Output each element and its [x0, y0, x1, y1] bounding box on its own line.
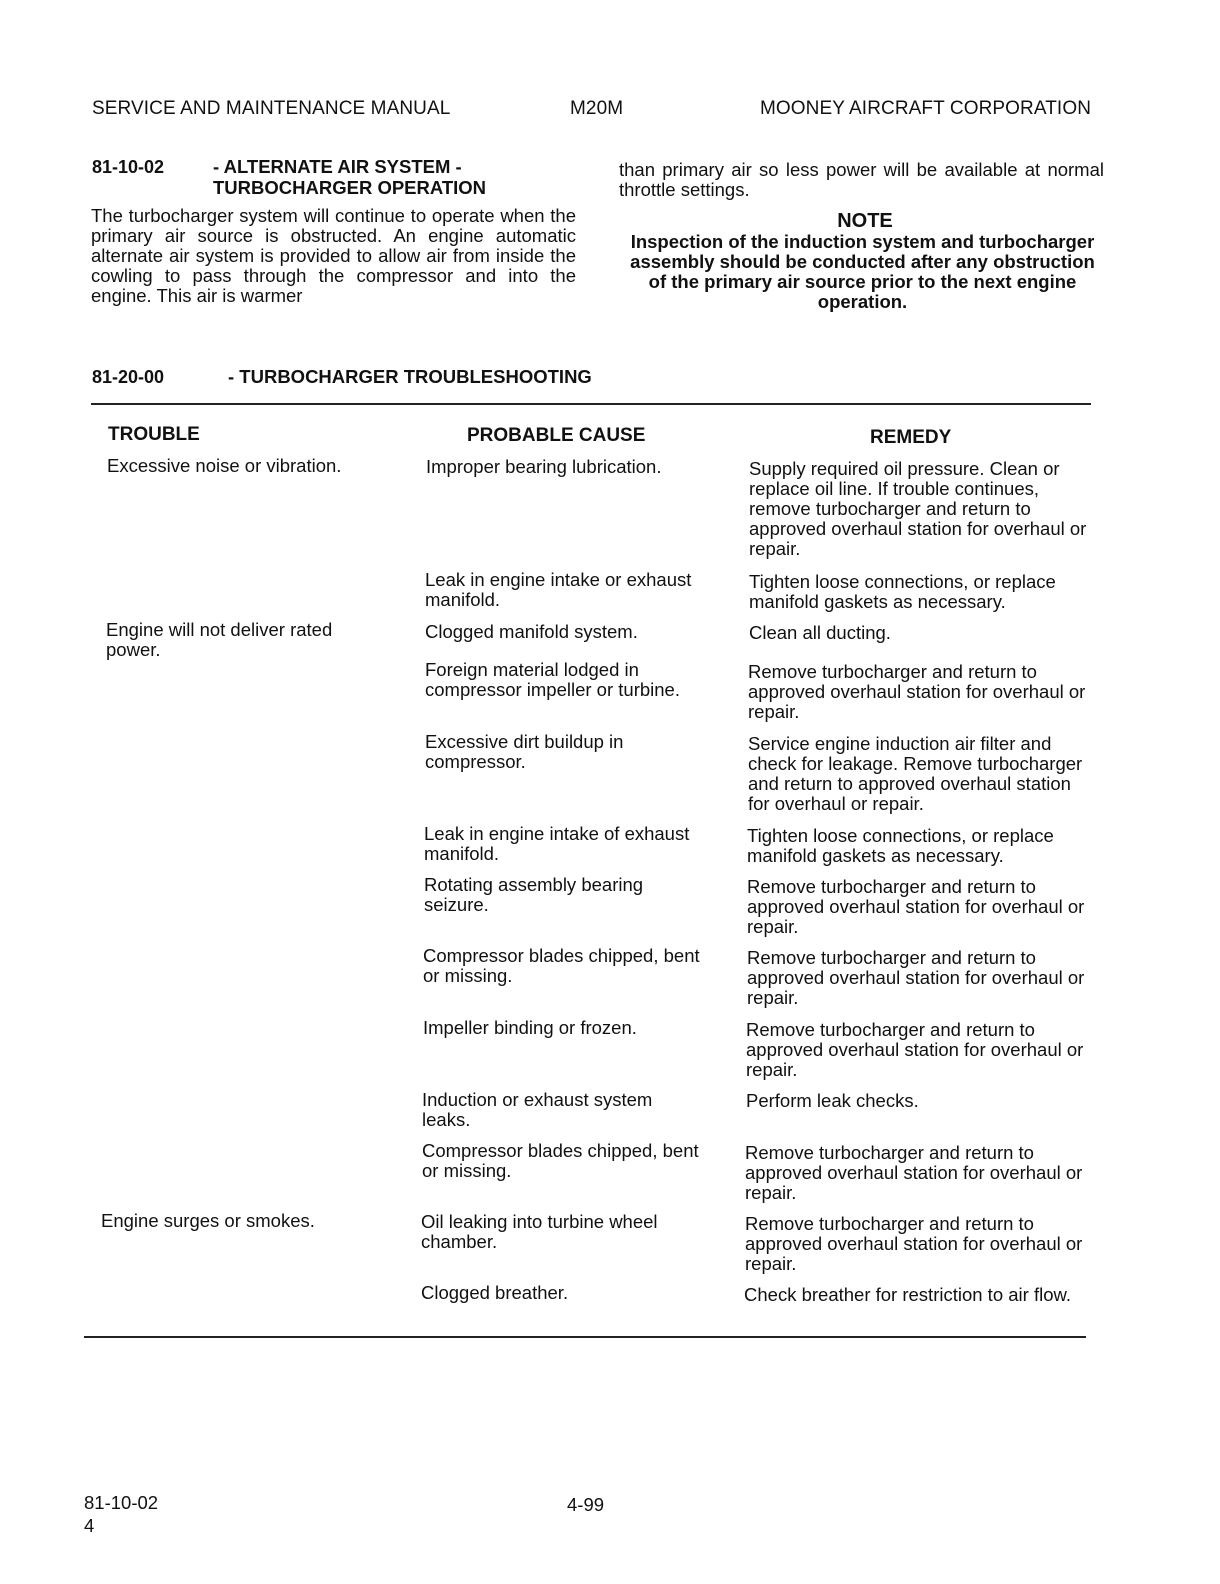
note-text: Inspection of the induction system and turbocharger assembly should be conducted after any obstruction of the primary air source prior to the next engine operation. [630, 231, 1095, 312]
remedy-item: Clean all ducting. [749, 622, 891, 643]
section-title-line1: - ALTERNATE AIR SYSTEM - [213, 156, 462, 177]
remedy-item: Remove turbocharger and return to approved overhaul station for overhaul or repair. [747, 947, 1085, 1008]
header-manual-title: SERVICE AND MAINTENANCE MANUAL [92, 98, 451, 119]
section-number: 81-10-02 [92, 157, 165, 177]
trouble-item: Engine surges or smokes. [101, 1210, 315, 1231]
col-header-cause: PROBABLE CAUSE [467, 425, 646, 446]
cause-item: Oil leaking into turbine wheel chamber. [421, 1211, 658, 1252]
cause-item: Improper bearing lubrication. [426, 456, 662, 477]
remedy-item: Remove turbocharger and return to approved overhaul station for overhaul or repair. [747, 876, 1085, 937]
note-title: NOTE [837, 210, 893, 232]
section-title-line2: TURBOCHARGER OPERATION [213, 177, 487, 198]
cause-item: Leak in engine intake of exhaust manifold. [424, 823, 690, 864]
remedy-item: Remove turbocharger and return to approved overhaul station for overhaul or repair. [746, 1019, 1084, 1080]
cause-item: Induction or exhaust system leaks. [422, 1089, 653, 1130]
section-body-right: than primary air so less power will be available at normal throttle settings. [619, 159, 1104, 200]
cause-item: Leak in engine intake or exhaust manifold. [425, 569, 692, 610]
cause-item: Impeller binding or frozen. [423, 1017, 637, 1038]
cause-item: Foreign material lodged in compressor impeller or turbine. [425, 659, 680, 700]
remedy-item: Perform leak checks. [746, 1090, 919, 1111]
remedy-item: Tighten loose connections, or replace manifold gaskets as necessary. [747, 825, 1054, 866]
col-header-trouble: TROUBLE [108, 424, 200, 445]
remedy-item: Remove turbocharger and return to approved overhaul station for overhaul or repair. [745, 1142, 1083, 1203]
remedy-item: Tighten loose connections, or replace manifold gaskets as necessary. [749, 571, 1056, 612]
remedy-item: Check breather for restriction to air flow. [744, 1284, 1071, 1305]
table-bottom-rule [84, 1336, 1086, 1338]
footer-section-number: 81-10-02 [84, 1492, 159, 1513]
col-header-remedy: REMEDY [870, 427, 952, 448]
remedy-item: Service engine induction air filter and check for leakage. Remove turbocharger and return to approved overhaul station for overhaul or repair. [748, 733, 1083, 814]
section2-number: 81-20-00 [92, 367, 165, 387]
cause-item: Excessive dirt buildup in compressor. [425, 731, 624, 772]
table-top-rule [91, 403, 1091, 405]
cause-item: Clogged manifold system. [425, 621, 638, 642]
remedy-item: Remove turbocharger and return to approved overhaul station for overhaul or repair. [745, 1213, 1083, 1274]
trouble-item: Engine will not deliver rated power. [106, 619, 333, 660]
cause-item: Compressor blades chipped, bent or missing. [423, 945, 700, 986]
section-body-left: The turbocharger system will continue to operate when the primary air source is obstructed. An engine automatic alternate air system is provided to allow air from inside the cowling to pass through the compressor and into the engine. This air is warmer [91, 205, 576, 306]
cause-item: Rotating assembly bearing seizure. [424, 874, 644, 915]
section2-title: - TURBOCHARGER TROUBLESHOOTING [228, 366, 592, 387]
cause-item: Compressor blades chipped, bent or missing. [422, 1140, 699, 1181]
remedy-item: Supply required oil pressure. Clean or replace oil line. If trouble continues, remove turbocharger and return to approved overhaul station for overhaul or repair. [749, 458, 1087, 559]
footer-page-number: 4-99 [567, 1494, 605, 1515]
remedy-item: Remove turbocharger and return to approved overhaul station for overhaul or repair. [748, 661, 1086, 722]
header-company: MOONEY AIRCRAFT CORPORATION [760, 98, 1092, 119]
footer-revision: 4 [84, 1515, 95, 1536]
header-model: M20M [570, 98, 624, 119]
trouble-item: Excessive noise or vibration. [107, 455, 342, 476]
cause-item: Clogged breather. [421, 1282, 569, 1303]
